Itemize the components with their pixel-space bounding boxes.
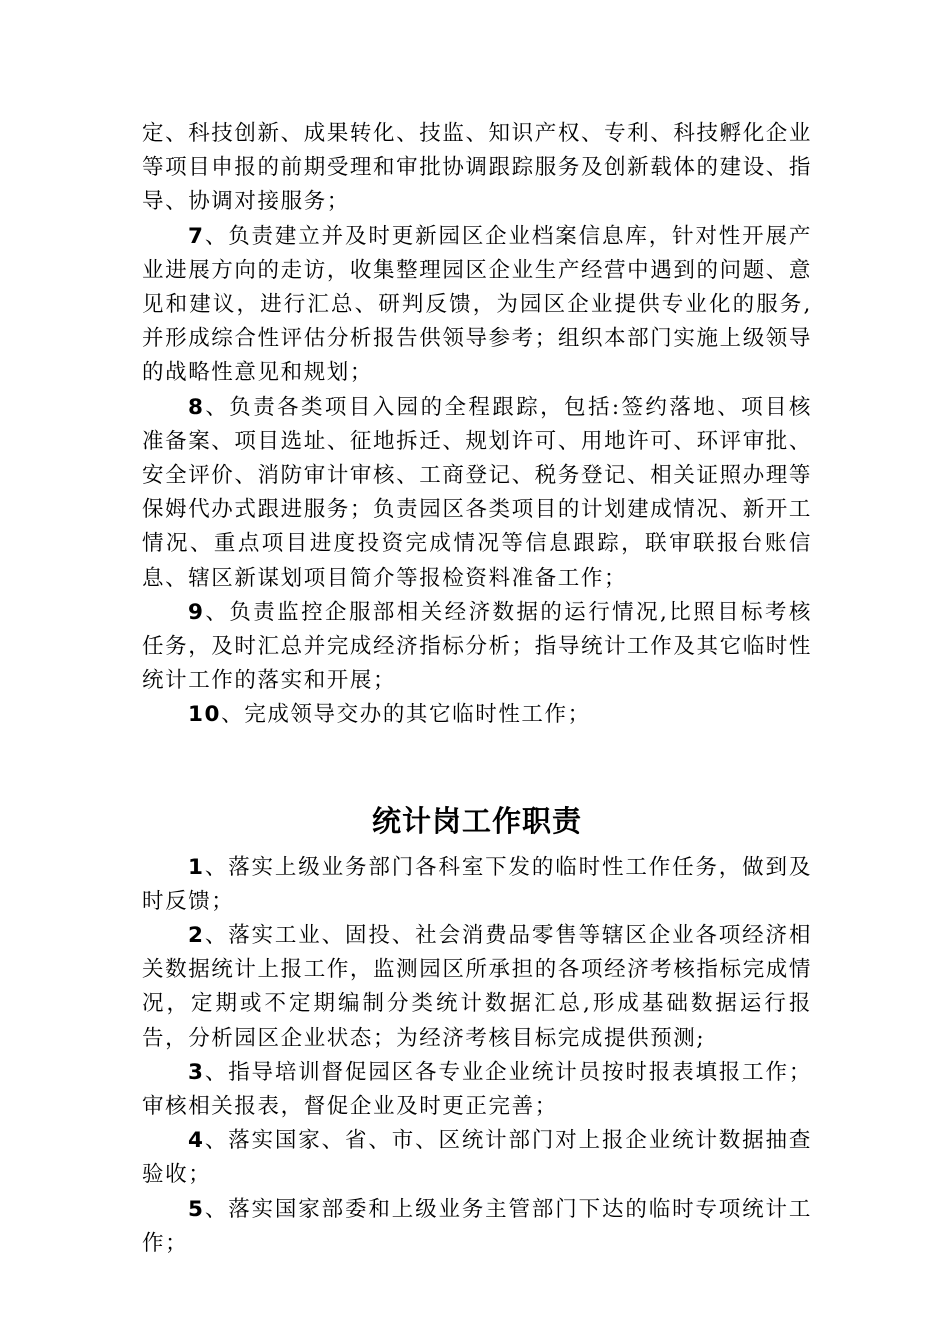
- item-text: 、落实国家部委和上级业务主管部门下达的临时专项统计工作；: [142, 1196, 812, 1256]
- paragraph-item-3: [142, 1056, 812, 1124]
- paragraph-item-2: [142, 919, 812, 1056]
- paragraph-continuation: 定、科技创新、成果转化、技监、知识产权、专利、科技孵化企业等项目申报的前期受理和审批协调跟踪服务及创新载体的建设、指导、协调对接服务；: [142, 121, 812, 215]
- paragraph-item-7: [142, 220, 812, 391]
- paragraph-item-5: [142, 1193, 812, 1261]
- section-title: 统计岗工作职责: [371, 803, 582, 838]
- item-text: 、负责建立并及时更新园区企业档案信息库，针对性开展产业进展方向的走访，收集整理园区企业生产经营中遇到的问题、意见和建议，进行汇总、研判反馈，为园区企业提供专业化的服务,并形成综合性评估分析报告供领导参考；组织本部门实施上级领导的战略性意见和规划；: [142, 223, 812, 386]
- item-number: 9: [188, 599, 205, 625]
- paragraph-item-1: [142, 851, 812, 919]
- item-text: 、负责各类项目入园的全程跟踪，包括:签约落地、项目核准备案、项目选址、征地拆迁、规划许可、用地许可、环评审批、安全评价、消防审计审核、工商登记、税务登记、相关证照办理等保姆代办式跟进服务；负责园区各类项目的计划建成情况、新开工情况、重点项目进度投资完成情况等信息跟踪，联审联报台账信息、辖区新谋划项目简介等报检资料准备工作；: [142, 394, 812, 591]
- paragraph-item-8: [142, 391, 812, 596]
- item-number: 7: [188, 223, 205, 249]
- item-number: 3: [188, 1059, 205, 1085]
- item-number: 10: [188, 702, 222, 728]
- item-text: 、负责监控企服部相关经济数据的运行情况,比照目标考核任务，及时汇总并完成经济指标分析；指导统计工作及其它临时性统计工作的落实和开展；: [142, 599, 812, 694]
- item-number: 1: [188, 854, 205, 880]
- item-text: 、落实工业、固投、社会消费品零售等辖区企业各项经济相关数据统计上报工作，监测园区所承担的各项经济考核指标完成情况，定期或不定期编制分类统计数据汇总,形成基础数据运行报告，分析园区企业状态；为经济考核目标完成提供预测;: [142, 923, 812, 1051]
- item-text: 、落实上级业务部门各科室下发的临时性工作任务，做到及时反馈；: [142, 854, 812, 914]
- item-text: 、落实国家、省、市、区统计部门对上报企业统计数据抽查验收；: [142, 1128, 812, 1188]
- item-number: 8: [188, 394, 205, 420]
- item-number: 4: [188, 1128, 205, 1154]
- paragraph-item-10: [142, 698, 812, 732]
- paragraph-item-9: [142, 596, 812, 699]
- item-number: 2: [188, 923, 205, 949]
- item-number: 5: [188, 1196, 205, 1222]
- document-page: [142, 117, 812, 1261]
- paragraph-item-4: [142, 1124, 812, 1192]
- item-text: 、指导培训督促园区各专业企业统计员按时报表填报工作；审核相关报表，督促企业及时更正完善；: [142, 1059, 812, 1120]
- item-text: 、完成领导交办的其它临时性工作；: [221, 702, 591, 728]
